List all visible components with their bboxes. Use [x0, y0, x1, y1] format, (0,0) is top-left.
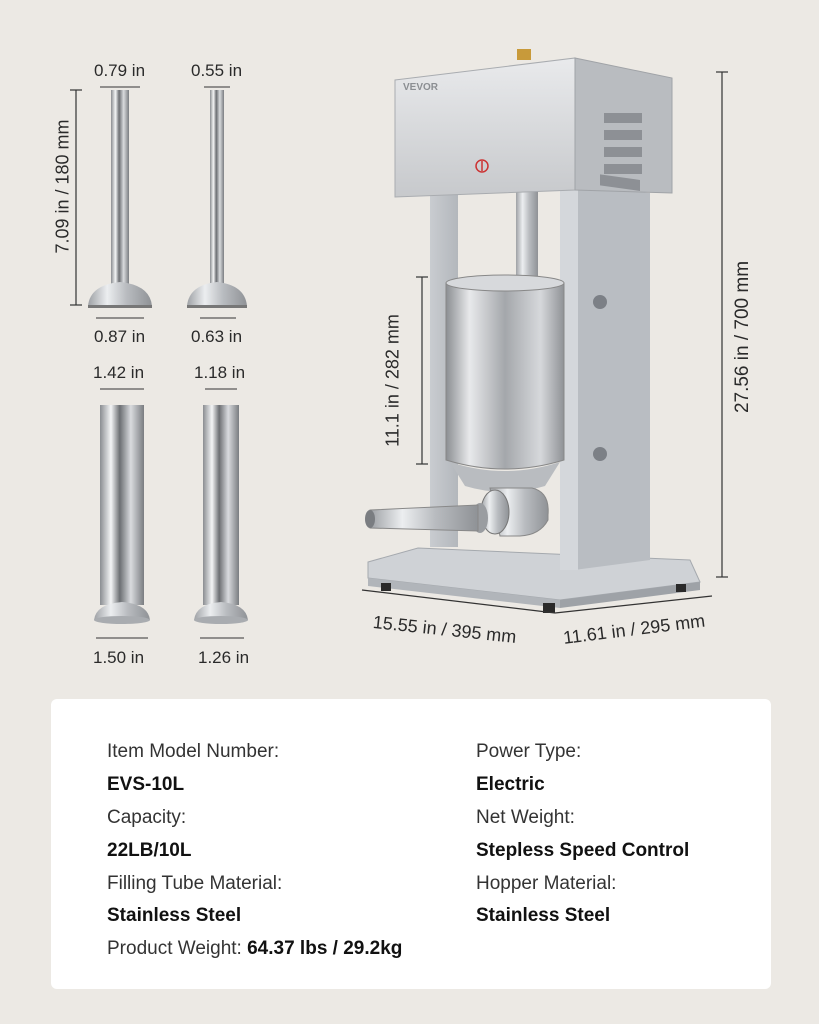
spec-label-product-weight: Product Weight:	[107, 938, 242, 959]
spec-value-product-weight: 64.37 lbs / 29.2kg	[247, 938, 403, 959]
tube-3-bottom-diameter: 1.50 in	[93, 648, 145, 667]
spec-label-power-type: Power Type:	[476, 741, 582, 762]
tube-1-top-diameter: 0.79 in	[94, 61, 146, 80]
filling-tube-1	[88, 87, 152, 318]
tube-4-bottom-diameter: 1.26 in	[198, 648, 250, 667]
spec-label-net-weight: Net Weight:	[476, 807, 575, 828]
spec-value-capacity: 22LB/10L	[107, 840, 192, 861]
spec-value-power-type: Electric	[476, 774, 545, 795]
brand-logo: VEVOR	[403, 82, 439, 93]
filling-tube-2	[187, 87, 247, 318]
tube-3-top-diameter: 1.42 in	[93, 363, 145, 382]
machine-width-label: 15.55 in / 395 mm	[371, 612, 518, 647]
hopper-height-label: 11.1 in / 282 mm	[382, 314, 403, 447]
spec-label-model: Item Model Number:	[107, 741, 280, 762]
sausage-stuffer-machine	[365, 49, 700, 613]
spec-label-tube-material: Filling Tube Material:	[107, 873, 283, 894]
product-weight-row	[107, 938, 402, 960]
spec-label-capacity: Capacity:	[107, 807, 187, 828]
tube-2-bottom-diameter: 0.63 in	[191, 327, 243, 346]
tube-4-top-diameter: 1.18 in	[194, 363, 246, 382]
filling-tube-3	[94, 389, 150, 638]
tube-height-label: 7.09 in / 180 mm	[52, 119, 73, 254]
spec-value-model: EVS-10L	[107, 774, 185, 795]
filling-tube-4	[194, 389, 248, 638]
spec-value-hopper-material: Stainless Steel	[476, 905, 611, 926]
spec-value-net-weight: Stepless Speed Control	[476, 840, 690, 861]
tube-2-top-diameter: 0.55 in	[191, 61, 243, 80]
tube-1-bottom-diameter: 0.87 in	[94, 327, 146, 346]
spec-label-hopper-material: Hopper Material:	[476, 873, 617, 894]
machine-height-label: 27.56 in / 700 mm	[732, 260, 753, 414]
spec-value-tube-material: Stainless Steel	[107, 905, 242, 926]
machine-depth-label: 11.61 in / 295 mm	[562, 610, 707, 648]
specifications-card	[51, 699, 771, 989]
